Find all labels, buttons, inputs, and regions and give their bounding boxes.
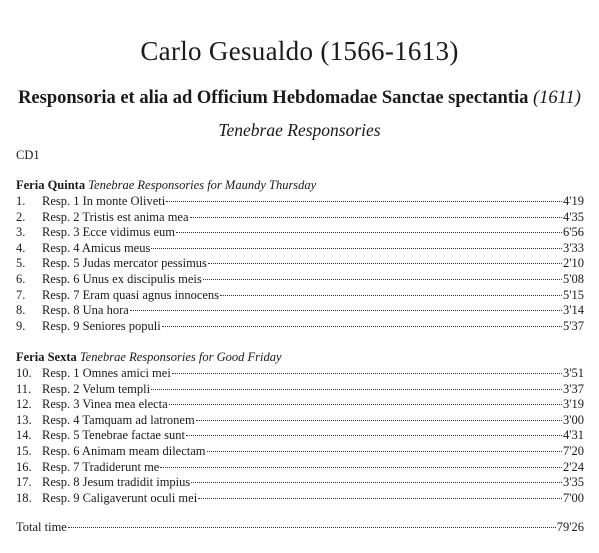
track-duration: 5'15 [562,287,584,302]
track-title: Resp. 1 Omnes amici mei [42,366,171,380]
track-title: Resp. 2 Tristis est anima mea [42,209,189,224]
track-number: 13. [16,412,32,427]
track-duration: 5'37 [562,318,584,333]
track-number: 17. [16,475,32,490]
track-duration: 3'00 [562,412,584,427]
track-row [16,397,584,413]
track-number: 12. [16,397,32,412]
track-title: Resp. 1 In monte Oliveti [42,194,166,208]
section-heading-feria-quinta [16,178,316,193]
track-row [16,413,584,429]
track-number: 2. [16,209,26,224]
dot-leader [176,231,562,233]
track-number: 1. [16,194,26,208]
work-title [0,88,599,109]
track-duration: 4'31 [562,428,584,443]
total-time-value: 79'26 [556,520,584,534]
track-number: 3. [16,225,26,240]
dot-leader [207,450,562,452]
dot-leader [130,309,562,311]
track-row [16,444,584,460]
track-title: Resp. 5 Tenebrae factae sunt [42,428,185,443]
dot-leader [196,419,562,421]
dot-leader [151,247,562,249]
dot-leader [220,294,562,296]
dot-leader [162,325,562,327]
section-description: Tenebrae Responsories for Maundy Thursday [88,178,317,192]
track-duration: 2'10 [562,256,584,271]
track-duration: 2'24 [562,459,584,474]
track-title: Resp. 8 Jesum tradidit impius [42,475,191,490]
track-title: Resp. 7 Tradiderunt me [42,459,160,474]
track-row [16,460,584,476]
track-row [16,303,584,319]
dot-leader [166,200,562,202]
track-duration: 3'33 [562,240,584,255]
track-title: Resp. 3 Ecce vidimus eum [42,225,175,240]
track-row [16,475,584,491]
track-number: 4. [16,240,26,255]
track-row [16,428,584,444]
track-title: Resp. 6 Animam meam dilectam [42,443,206,458]
track-number: 14. [16,428,32,443]
track-number: 18. [16,490,32,505]
section-description: Tenebrae Responsories for Good Friday [79,350,282,364]
track-duration: 4'35 [562,209,584,224]
dot-leader [203,278,562,280]
track-row [16,382,584,398]
track-title: Resp. 6 Unus ex discipulis meis [42,271,202,286]
cd-label: CD1 [16,148,40,162]
dot-leader [169,403,562,405]
track-duration: 7'20 [562,443,584,458]
dot-leader [191,481,562,483]
dot-leader [198,497,562,499]
track-list-feria-sexta [16,366,584,506]
track-duration: 7'00 [562,490,584,505]
track-row [16,210,584,226]
track-number: 10. [16,366,32,380]
track-row [16,194,584,210]
section-heading-feria-sexta [16,350,282,365]
track-number: 15. [16,443,32,458]
total-time-row [16,520,584,535]
track-row [16,288,584,304]
total-time-label: Total time [16,520,67,534]
work-year: (1611) [532,88,581,108]
dot-leader [190,216,562,218]
composer-heading: Carlo Gesualdo (1566-1613) [140,36,459,66]
track-title: Resp. 2 Velum templi [42,381,151,396]
track-number: 9. [16,318,26,333]
track-number: 5. [16,256,26,271]
track-title: Resp. 9 Seniores populi [42,318,161,333]
track-duration: 3'51 [562,366,584,380]
dot-leader [186,434,562,436]
section-name: Feria Quinta [16,178,86,192]
track-duration: 3'19 [562,397,584,412]
work-title-text: Responsoria et alia ad Officium Hebdomadae Sanctae spectantia [18,88,529,108]
track-title: Resp. 5 Judas mercator pessimus [42,256,207,271]
track-title: Resp. 4 Tamquam ad latronem [42,412,195,427]
track-number: 16. [16,459,32,474]
track-row [16,241,584,257]
track-duration: 4'19 [562,194,584,208]
dot-leader [208,262,562,264]
track-row [16,272,584,288]
track-title: Resp. 9 Caligaverunt oculi mei [42,490,198,505]
track-row [16,491,584,507]
track-number: 7. [16,287,26,302]
track-duration: 6'56 [562,225,584,240]
track-duration: 3'35 [562,475,584,490]
track-title: Resp. 4 Amicus meus [42,240,151,255]
track-number: 8. [16,303,26,318]
dot-leader [172,372,562,374]
track-title: Resp. 8 Una hora [42,303,129,318]
track-duration: 3'37 [562,381,584,396]
dot-leader [160,466,562,468]
track-row [16,256,584,272]
work-subtitle: Tenebrae Responsories [218,120,381,140]
track-number: 6. [16,271,26,286]
track-row [16,366,584,382]
track-number: 11. [16,381,32,396]
track-list-feria-quinta [16,194,584,334]
section-name: Feria Sexta [16,350,77,364]
track-row [16,225,584,241]
dot-leader [151,388,562,390]
track-row [16,319,584,335]
dot-leader [68,526,556,528]
track-duration: 5'08 [562,271,584,286]
track-title: Resp. 3 Vinea mea electa [42,397,168,412]
track-duration: 3'14 [562,303,584,318]
track-title: Resp. 7 Eram quasi agnus innocens [42,287,220,302]
